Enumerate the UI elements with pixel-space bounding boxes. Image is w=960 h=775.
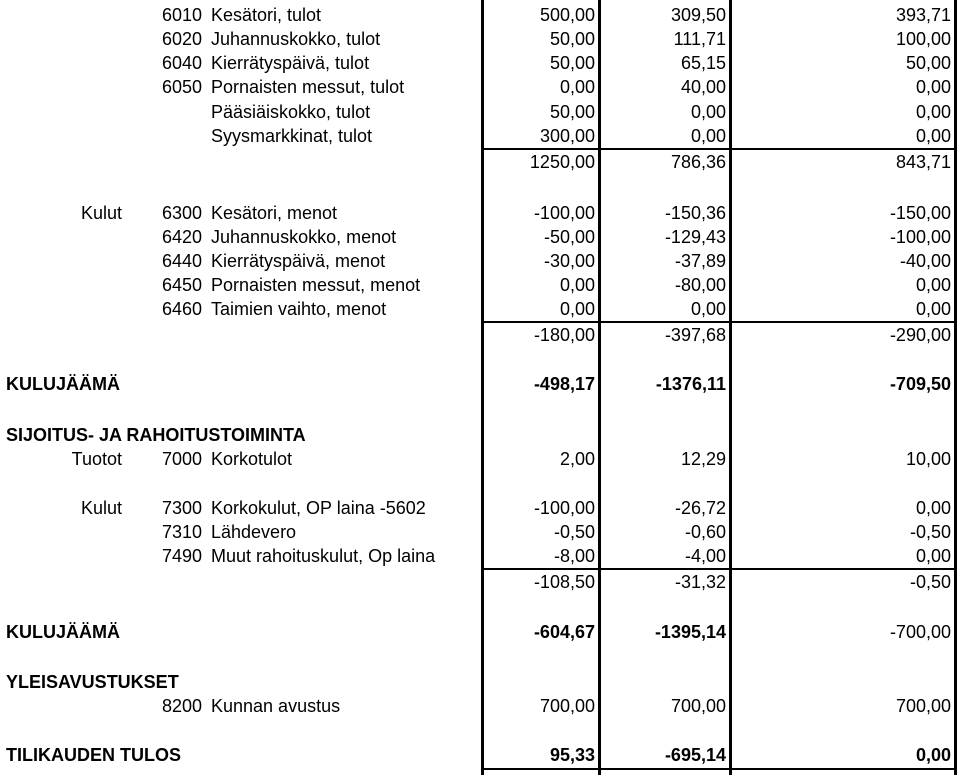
table-row (0, 297, 960, 321)
value-col-3: 0,00 (915, 102, 951, 122)
value-col-3: 0,00 (915, 498, 951, 518)
value-col-1: 95,33 (549, 745, 595, 765)
group-label: Kulut (80, 498, 122, 518)
value-col-3: -290,00 (889, 325, 951, 345)
table-row (0, 544, 960, 568)
value-col-2: 65,15 (680, 53, 726, 73)
table-row (0, 273, 960, 297)
account-name: Pääsiäiskokko, tulot (211, 102, 371, 122)
value-col-2: -129,43 (664, 227, 726, 247)
value-col-2: -31,32 (674, 572, 726, 592)
account-code: 8200 (161, 696, 202, 716)
value-col-3: -700,00 (889, 622, 951, 642)
value-col-3: 700,00 (895, 696, 951, 716)
value-col-3: 0,00 (915, 126, 951, 146)
value-col-3: -0,50 (909, 572, 951, 592)
group-label: Kulut (80, 203, 122, 223)
account-name: Kierrätyspäivä, menot (211, 251, 386, 271)
account-code: 6440 (161, 251, 202, 271)
account-code: 7490 (161, 546, 202, 566)
table-row (0, 447, 960, 471)
value-col-2: -0,60 (684, 522, 726, 542)
value-col-1: 700,00 (539, 696, 595, 716)
value-col-3: -0,50 (909, 522, 951, 542)
result-row (0, 743, 960, 767)
value-col-1: -604,67 (533, 622, 595, 642)
value-col-2: 309,50 (670, 5, 726, 25)
account-name: Lähdevero (211, 522, 297, 542)
table-row (0, 496, 960, 520)
value-col-1: -108,50 (533, 572, 595, 592)
value-col-3: -40,00 (899, 251, 951, 271)
account-code: 6040 (161, 53, 202, 73)
account-name: Kierrätyspäivä, tulot (211, 53, 370, 73)
value-col-1: -498,17 (533, 374, 595, 394)
table-row (0, 520, 960, 544)
value-col-3: 0,00 (915, 299, 951, 319)
value-col-3: 0,00 (915, 275, 951, 295)
account-code: 7310 (161, 522, 202, 542)
value-col-2: -80,00 (674, 275, 726, 295)
section-title: KULUJÄÄMÄ (6, 622, 120, 642)
section-title: SIJOITUS- JA RAHOITUSTOIMINTA (6, 425, 306, 445)
value-col-1: 1250,00 (529, 152, 595, 172)
value-col-2: -695,14 (664, 745, 726, 765)
table-row (0, 100, 960, 124)
value-col-3: 843,71 (895, 152, 951, 172)
value-col-3: 393,71 (895, 5, 951, 25)
account-name: Kunnan avustus (211, 696, 341, 716)
section-title: YLEISAVUSTUKSET (6, 672, 179, 692)
value-col-1: 500,00 (539, 5, 595, 25)
value-col-1: 50,00 (549, 29, 595, 49)
table-row (0, 225, 960, 249)
value-col-2: -1395,14 (654, 622, 726, 642)
account-name: Juhannuskokko, menot (211, 227, 397, 247)
account-name: Kesätori, menot (211, 203, 338, 223)
account-code: 6010 (161, 5, 202, 25)
value-col-3: 0,00 (915, 745, 951, 765)
value-col-3: 10,00 (905, 449, 951, 469)
account-name: Kesätori, tulot (211, 5, 322, 25)
value-col-3: 100,00 (895, 29, 951, 49)
value-col-2: 786,36 (670, 152, 726, 172)
section-header-row (0, 670, 960, 694)
value-col-2: 12,29 (680, 449, 726, 469)
table-row (0, 249, 960, 273)
account-code: 6420 (161, 227, 202, 247)
value-col-2: -4,00 (684, 546, 726, 566)
total-row (0, 620, 960, 644)
account-name: Korkokulut, OP laina -5602 (211, 498, 426, 518)
account-name: Pornaisten messut, menot (211, 275, 421, 295)
value-col-1: 2,00 (559, 449, 595, 469)
account-name: Korkotulot (211, 449, 293, 469)
value-col-3: 0,00 (915, 77, 951, 97)
value-col-3: -100,00 (889, 227, 951, 247)
value-col-2: 111,71 (673, 29, 726, 49)
value-col-1: 300,00 (539, 126, 595, 146)
value-col-1: -100,00 (533, 498, 595, 518)
value-col-1: 50,00 (549, 102, 595, 122)
account-code: 6300 (161, 203, 202, 223)
table-row (0, 51, 960, 75)
account-name: Pornaisten messut, tulot (211, 77, 405, 97)
table-row (0, 75, 960, 99)
table-row (0, 27, 960, 51)
value-col-2: 700,00 (670, 696, 726, 716)
table-row (0, 124, 960, 148)
value-col-1: -8,00 (553, 546, 595, 566)
account-code: 6450 (161, 275, 202, 295)
table-row (0, 3, 960, 27)
value-col-2: -397,68 (664, 325, 726, 345)
subtotal-row (0, 323, 960, 347)
bottom-border (484, 768, 954, 770)
value-col-2: 40,00 (680, 77, 726, 97)
account-name: Muut rahoituskulut, Op laina (211, 546, 436, 566)
value-col-1: 0,00 (559, 299, 595, 319)
group-label: Tuotot (71, 449, 122, 469)
account-code: 6460 (161, 299, 202, 319)
value-col-2: 0,00 (690, 126, 726, 146)
value-col-3: -150,00 (889, 203, 951, 223)
value-col-2: 0,00 (690, 102, 726, 122)
total-row (0, 372, 960, 396)
subtotal-row (0, 150, 960, 174)
value-col-1: -30,00 (543, 251, 595, 271)
account-code: 7300 (161, 498, 202, 518)
account-name: Taimien vaihto, menot (211, 299, 387, 319)
value-col-1: -180,00 (533, 325, 595, 345)
value-col-2: -150,36 (664, 203, 726, 223)
value-col-3: 0,00 (915, 546, 951, 566)
section-title: TILIKAUDEN TULOS (6, 745, 181, 765)
value-col-1: -100,00 (533, 203, 595, 223)
value-col-3: 50,00 (905, 53, 951, 73)
section-header-row (0, 423, 960, 447)
value-col-1: -50,00 (543, 227, 595, 247)
account-name: Juhannuskokko, tulot (211, 29, 381, 49)
account-code: 6050 (161, 77, 202, 97)
value-col-2: -1376,11 (655, 374, 726, 394)
value-col-1: 0,00 (559, 275, 595, 295)
table-row (0, 201, 960, 225)
value-col-2: -37,89 (674, 251, 726, 271)
value-col-1: 50,00 (549, 53, 595, 73)
account-code: 6020 (161, 29, 202, 49)
account-code: 7000 (161, 449, 202, 469)
value-col-1: 0,00 (559, 77, 595, 97)
subtotal-row (0, 570, 960, 594)
account-name: Syysmarkkinat, tulot (211, 126, 373, 146)
value-col-2: 0,00 (690, 299, 726, 319)
value-col-2: -26,72 (674, 498, 726, 518)
value-col-3: -709,50 (889, 374, 951, 394)
table-row (0, 694, 960, 718)
section-title: KULUJÄÄMÄ (6, 374, 120, 394)
value-col-1: -0,50 (553, 522, 595, 542)
